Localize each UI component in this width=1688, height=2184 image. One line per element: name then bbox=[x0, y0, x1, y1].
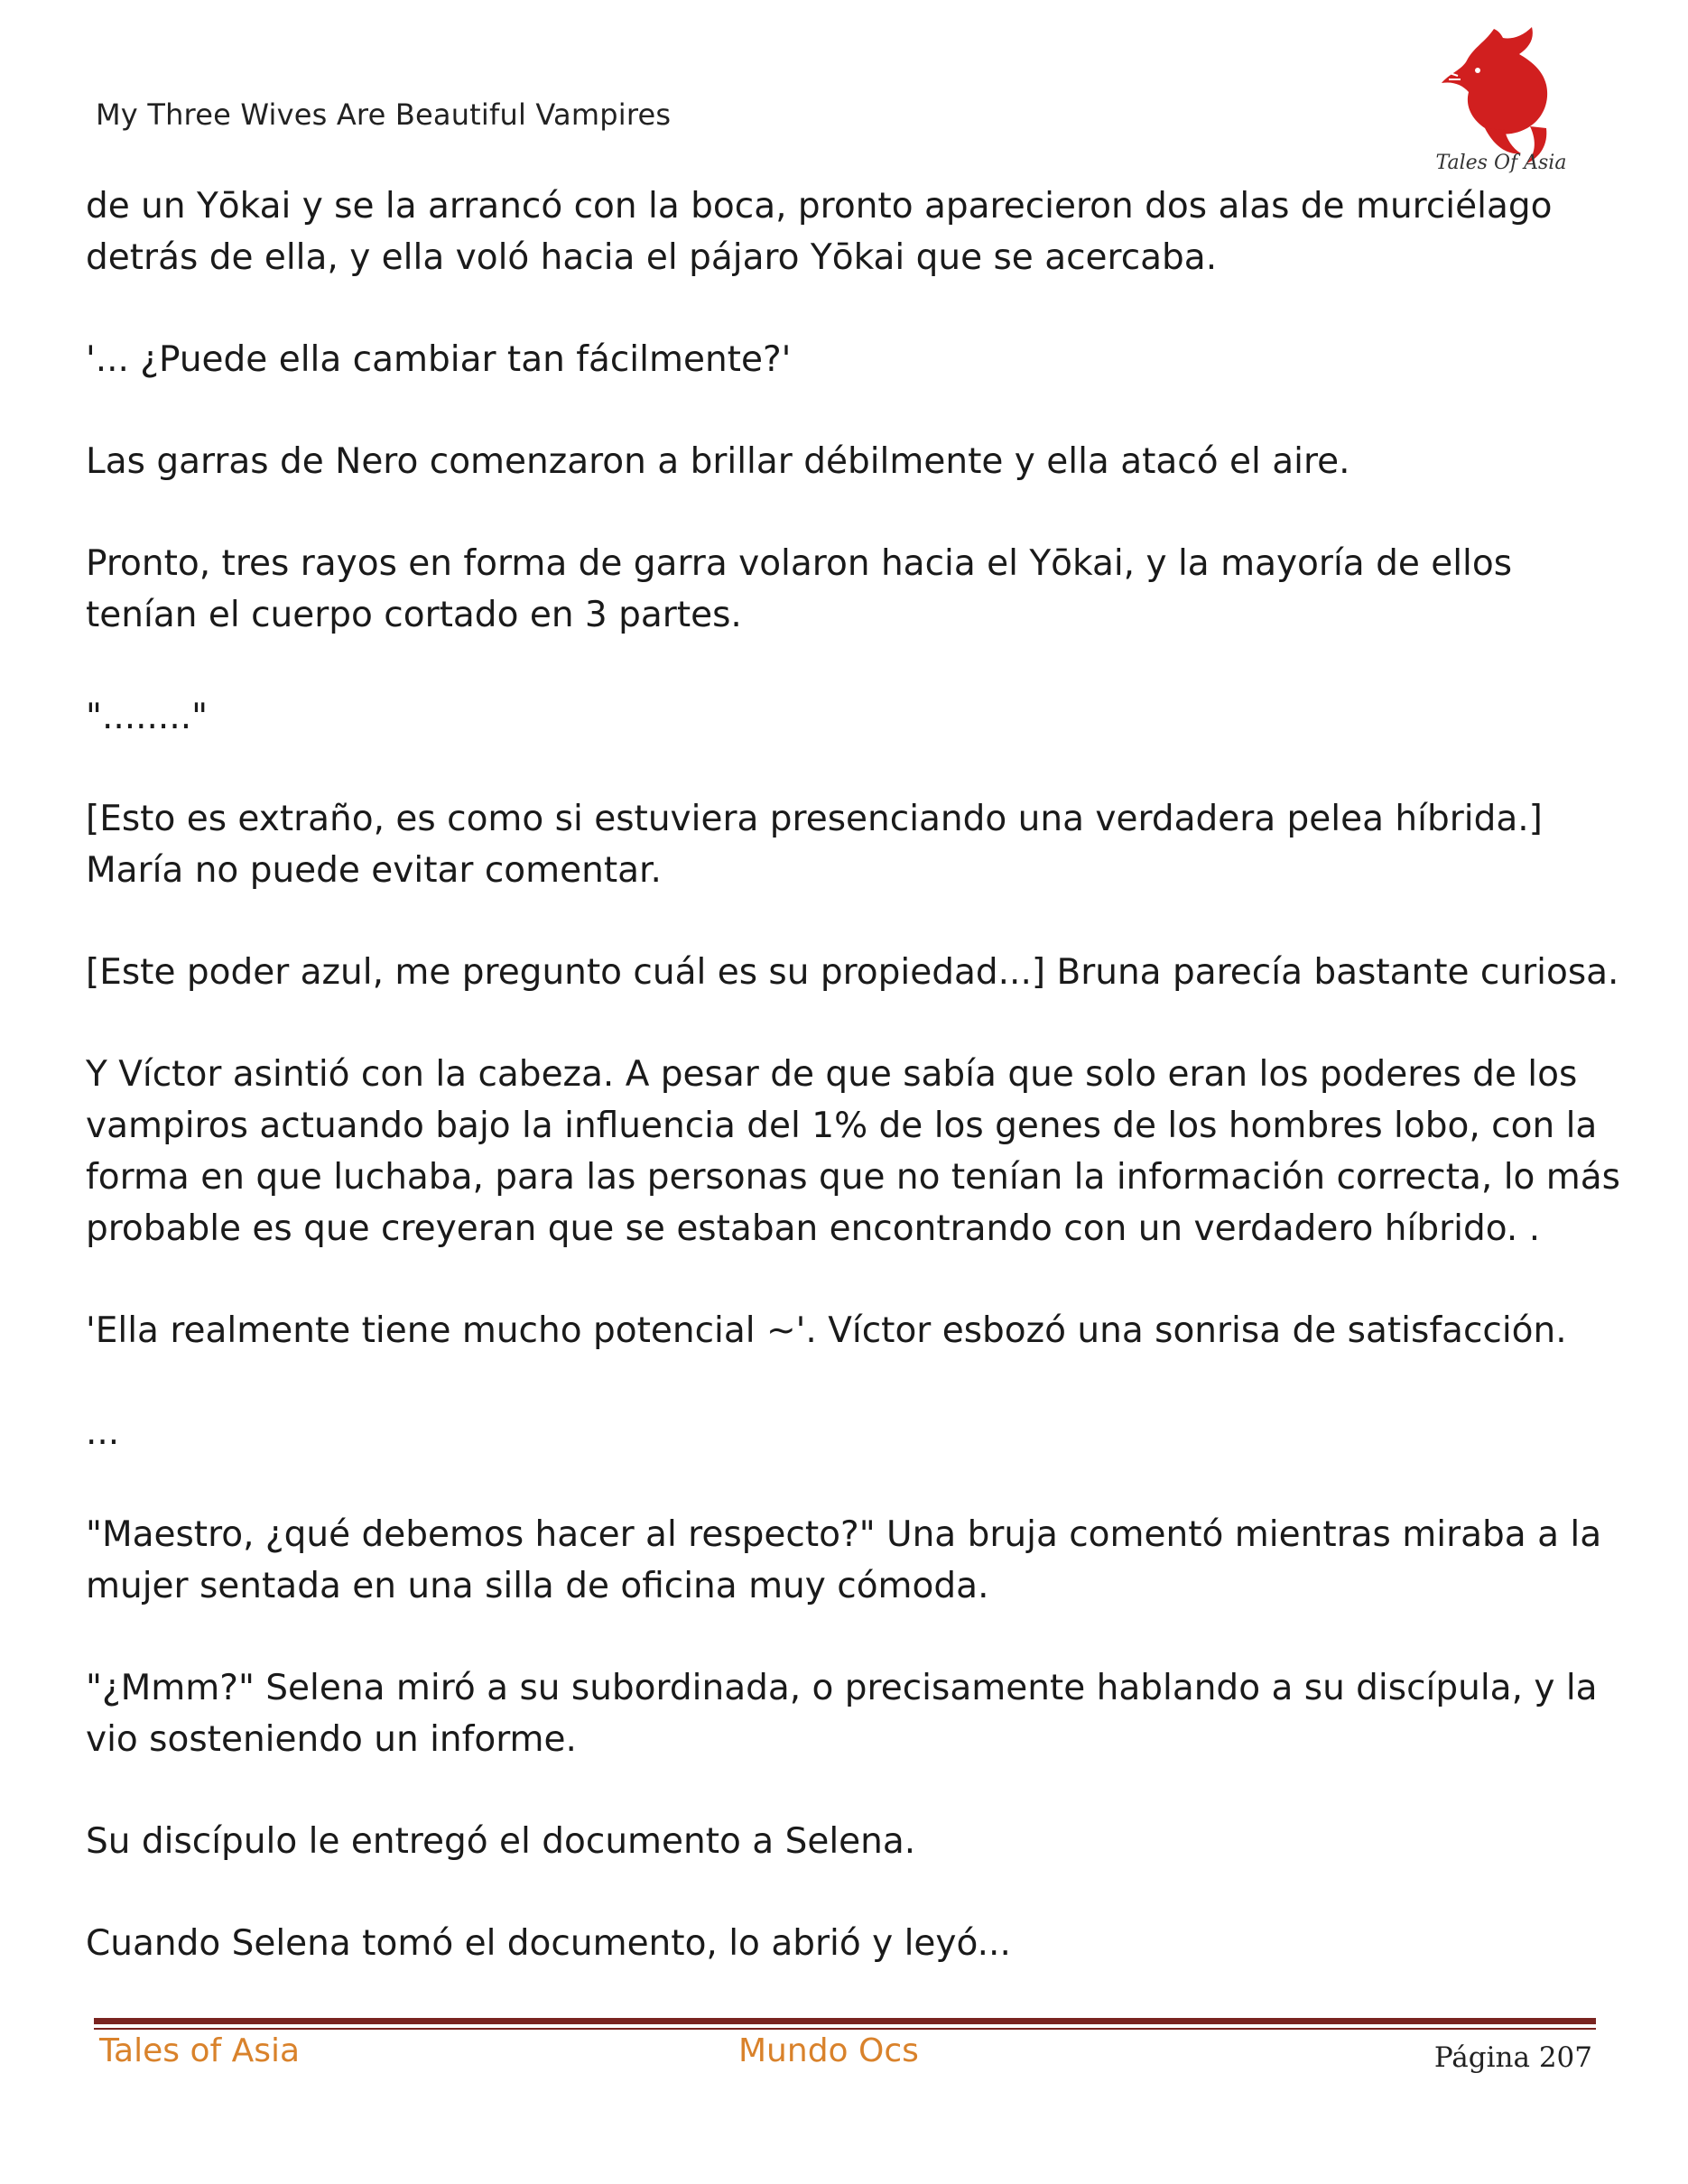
paragraph: de un Yōkai y se la arrancó con la boca, pronto aparecieron dos alas de murciélago detrás de ella, y ella voló hacia el pájaro Yōkai que se acercaba. bbox=[86, 186, 1553, 278]
paragraph: Y Víctor asintió con la cabeza. A pesar de que sabía que solo eran los poderes de los vampiros actuando bajo la influencia del 1% de los genes de los hombres lobo, con la forma en que luchaba, para las personas que no tenían la información correcta, lo más probable es que creyeran que se estaban encontrando con un verdadero híbrido. . bbox=[86, 1054, 1621, 1249]
paragraph: Su discípulo le entregó el documento a Selena. bbox=[86, 1821, 916, 1862]
paragraph: "¿Mmm?" Selena miró a su subordinada, o precisamente hablando a su discípula, y la vio sosteniendo un informe. bbox=[86, 1668, 1598, 1760]
footer-section-name: Mundo Ocs bbox=[738, 2032, 919, 2069]
logo-caption: Tales Of Asia bbox=[1435, 152, 1567, 174]
paragraph: "Maestro, ¿qué debemos hacer al respecto?" Una bruja comentó mientras miraba a la mujer sentada en una silla de oficina muy cómoda. bbox=[86, 1514, 1602, 1606]
running-header-title: My Three Wives Are Beautiful Vampires bbox=[96, 97, 672, 132]
paragraph: [Este poder azul, me pregunto cuál es su propiedad...] Bruna parecía bastante curiosa. bbox=[86, 952, 1619, 993]
paragraph: '... ¿Puede ella cambiar tan fácilmente?' bbox=[86, 339, 792, 380]
paragraph: [Esto es extraño, es como si estuviera presenciando una verdadera pelea híbrida.] María no puede evitar comentar. bbox=[86, 799, 1543, 891]
footer-divider-thick bbox=[94, 2018, 1596, 2024]
footer-site-name: Tales of Asia bbox=[99, 2032, 301, 2069]
page-body bbox=[86, 180, 1620, 2020]
page-number: Página 207 bbox=[1433, 2041, 1592, 2074]
paragraph: Las garras de Nero comenzaron a brillar débilmente y ella atacó el aire. bbox=[86, 441, 1350, 482]
paragraph: "........" bbox=[86, 697, 209, 737]
paragraph: ... bbox=[86, 1412, 120, 1453]
footer-divider-thin bbox=[94, 2028, 1596, 2030]
paragraph: Cuando Selena tomó el documento, lo abrió y leyó... bbox=[86, 1923, 1011, 1964]
paragraph: 'Ella realmente tiene mucho potencial ~'. Víctor esbozó una sonrisa de satisfacción. bbox=[86, 1310, 1567, 1351]
paragraph: Pronto, tres rayos en forma de garra volaron hacia el Yōkai, y la mayoría de ellos tenían el cuerpo cortado en 3 partes. bbox=[86, 543, 1513, 635]
